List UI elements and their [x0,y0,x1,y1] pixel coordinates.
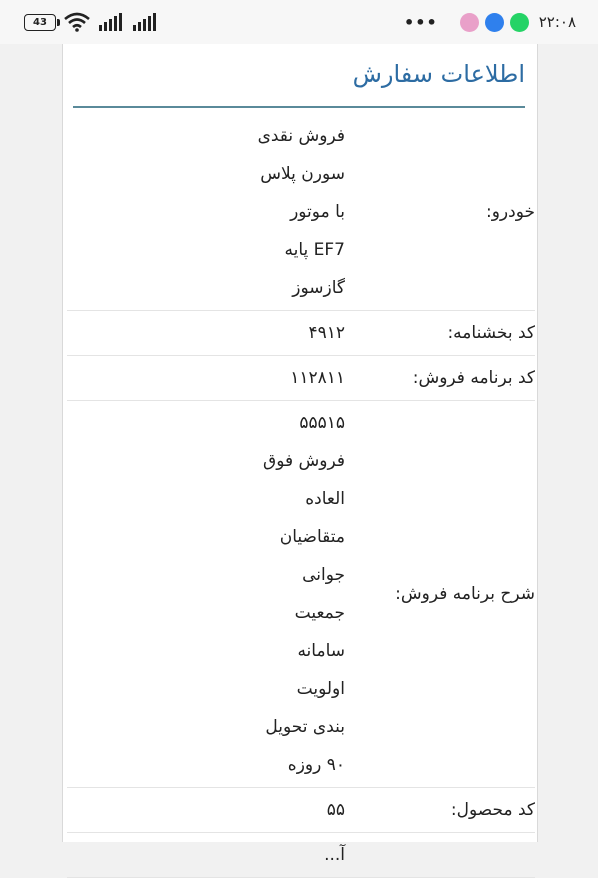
row-value [67,833,345,878]
row-label: کد برنامه فروش: [345,356,535,401]
row-value-line: ۱۱۲۸۱۱ [290,368,345,388]
row-value-line: گازسوز [292,278,345,298]
battery-level: 43 [33,16,47,28]
app-notification-icon [460,13,479,32]
table-row [67,788,535,833]
row-value-line: فروش فوق [263,451,345,471]
row-label [345,833,535,878]
section-title: اطلاعات سفارش [352,60,525,88]
signal-icon-2 [132,13,158,31]
row-value [67,114,345,311]
order-info-page [62,44,538,865]
order-info-table [67,114,535,878]
row-value-line: العاده [305,489,345,509]
row-value [67,311,345,356]
row-value-line: ۴۹۱۲ [308,323,345,343]
row-value-line: ۵۵۵۱۵ [299,413,345,433]
status-left [24,12,158,32]
status-right [404,13,576,32]
table-row [67,356,535,401]
app-notification-icon [485,13,504,32]
row-value-line: سامانه [297,641,345,661]
table-row [67,114,535,311]
table-row [67,833,535,878]
row-value [67,356,345,401]
row-value-line: جوانی [302,565,345,585]
status-bar [0,0,598,44]
row-value [67,401,345,788]
signal-icon [98,13,124,31]
table-row [67,401,535,788]
wifi-icon [64,12,90,32]
whatsapp-icon [510,13,529,32]
row-label: کد محصول: [345,788,535,833]
row-label: خودرو: [345,114,535,311]
row-value-line: جمعیت [294,603,345,623]
row-value-line: متقاضیان [279,527,345,547]
more-notifications-icon: ••• [404,12,438,32]
row-value-line: ۵۵ [326,800,345,820]
row-value-line: ۹۰ روزه [287,755,345,775]
row-value-line: اولویت [296,679,345,699]
row-value [67,788,345,833]
row-value-line: EF7 پایه [284,240,345,260]
row-label: کد بخشنامه: [345,311,535,356]
table-row [67,311,535,356]
title-divider [73,106,525,108]
row-value-line: با موتور [290,202,345,222]
battery-icon [24,14,56,31]
row-value-line: آ... [324,845,345,865]
row-value-line: فروش نقدی [257,126,345,146]
row-value-line: بندی تحویل [265,717,345,737]
clock: ۲۲:۰۸ [538,13,576,31]
row-value-line: سورن پلاس [260,164,345,184]
row-label: شرح برنامه فروش: [345,401,535,788]
